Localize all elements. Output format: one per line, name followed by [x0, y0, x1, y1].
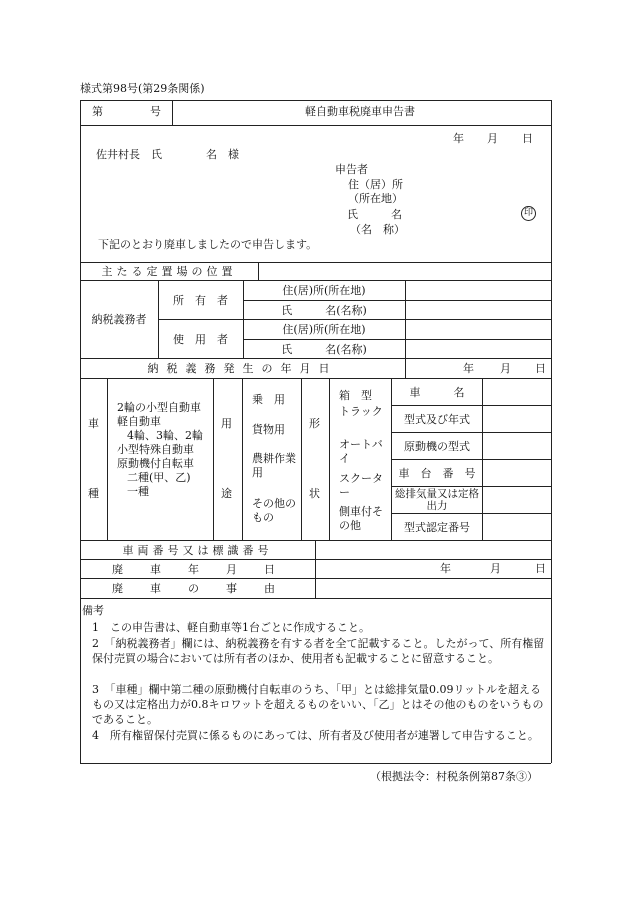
category-option[interactable]: 小型特殊自動車	[117, 443, 194, 456]
user-name-label: 氏 名(名称)	[281, 342, 367, 356]
date-month-label: 月	[487, 132, 498, 145]
scrap-date-year: 年	[440, 562, 451, 575]
engine-model-field[interactable]	[484, 433, 549, 458]
spec-label: 原動機の型式	[404, 439, 470, 453]
chassis-number-field[interactable]	[484, 460, 549, 485]
user-address-field[interactable]	[407, 320, 549, 338]
category-label-top: 車	[88, 417, 99, 430]
category-option[interactable]: 軽自動車	[117, 415, 161, 428]
location-label: 主たる定置場の位置	[101, 265, 237, 278]
displacement-field[interactable]	[484, 487, 549, 512]
use-label-bottom: 途	[221, 487, 232, 500]
date-year-label: 年	[453, 132, 464, 145]
owner-name-field[interactable]	[407, 301, 549, 318]
scrap-date-day: 日	[535, 562, 546, 575]
applicant-header: 申告者	[335, 163, 368, 176]
form-title: 軽自動車税廃車申告書	[305, 105, 415, 118]
shape-option[interactable]: 箱 型	[339, 389, 372, 402]
category-option[interactable]: 4輪、3輪、2輪	[127, 429, 203, 442]
type-approval-field[interactable]	[484, 514, 549, 539]
user-name-field[interactable]	[407, 340, 549, 357]
category-label-bottom: 種	[88, 487, 99, 500]
scrap-reason-label: 廃 車 の 事 由	[112, 582, 283, 595]
owner-label: 所 有 者	[173, 293, 228, 307]
addressee: 佐井村長 氏 名 様	[96, 148, 239, 161]
note-item: 1 この申告書は、軽自動車等1台ごとに作成すること。	[92, 621, 370, 634]
owner-name-label: 氏 名(名称)	[281, 303, 367, 317]
category-option[interactable]: 原動機付自転車	[117, 457, 194, 470]
use-option[interactable]: 農耕作業用	[252, 452, 296, 479]
note-item: 3 「車種」欄中第二種の原動機付自転車のうち、「甲」とは総排気量0.09リットルを超えるもの又は定格出力が0.8キロワットを超えるものをいい、「乙」とはその他のものをいうものであること。	[92, 683, 544, 726]
applicant-address-field[interactable]	[410, 176, 540, 204]
scrap-date-field[interactable]	[317, 560, 549, 577]
shape-label-bottom: 状	[309, 487, 320, 500]
category-option[interactable]: 2輪の小型自動車	[117, 401, 201, 414]
spec-label: 車 台 番 号	[398, 466, 476, 480]
owner-address-label: 住(居)所(所在地)	[282, 284, 366, 297]
spec-label: 型式認定番号	[404, 520, 470, 534]
statement: 下記のとおり廃車しましたので申告します。	[98, 238, 318, 251]
user-address-label: 住(居)所(所在地)	[282, 323, 366, 336]
category-option[interactable]: 二種(甲、乙)	[127, 471, 191, 484]
scrap-reason-field[interactable]	[317, 579, 549, 597]
user-label: 使 用 者	[173, 332, 228, 346]
shape-option[interactable]: 側車付その他	[339, 505, 383, 532]
notes-heading: 備考	[82, 604, 104, 617]
taxpayer-label: 納税義務者	[91, 313, 147, 326]
spec-label: 車 名	[409, 385, 465, 399]
tax-date-field[interactable]	[407, 359, 549, 377]
category-options	[117, 401, 211, 499]
scrap-date-month: 月	[490, 562, 501, 575]
number-dai: 第	[92, 105, 103, 118]
use-option[interactable]: 乗 用	[252, 393, 285, 406]
scrap-date-label: 廃 車 年 月 日	[112, 562, 283, 576]
plate-label: 車両番号又は標識番号	[122, 543, 273, 557]
applicant-address-sub: （所在地）	[348, 192, 403, 205]
use-option[interactable]: 貨物用	[252, 423, 285, 436]
shape-option[interactable]: トラック	[339, 405, 383, 418]
note-item: 4 所有権留保付売買に係るものにあっては、所有者及び使用者が連署して申告すること。	[92, 729, 539, 742]
application-number-field[interactable]	[104, 103, 146, 123]
note-item: 2 「納税義務者」欄には、納税義務を有する者を全て記載すること。したがって、所有権留保付売買の場合においては所有者のほか、使用者も記載することに留意すること。	[92, 637, 545, 665]
applicant-name-sub: （名 称）	[350, 223, 405, 236]
applicant-name-field[interactable]	[410, 206, 510, 234]
date-day-label: 日	[522, 132, 533, 145]
applicant-name-label: 氏 名	[347, 208, 402, 221]
spec-label: 型式及び年式	[404, 412, 470, 426]
seal-mark-icon: 印	[521, 206, 536, 221]
tax-date-year: 年	[463, 362, 474, 375]
location-field[interactable]	[260, 263, 549, 279]
shape-option[interactable]: スクーター	[339, 472, 383, 499]
plate-field[interactable]	[317, 541, 549, 558]
number-gou: 号	[150, 105, 161, 118]
legal-basis: （根拠法令：村税条例第87条③）	[370, 770, 538, 783]
model-year-field[interactable]	[484, 406, 549, 431]
tax-date-label: 納税義務発生の年月日	[147, 362, 338, 375]
applicant-address-label: 住（居）所	[348, 178, 403, 191]
use-label-top: 用	[221, 417, 232, 430]
shape-label-top: 形	[309, 417, 320, 430]
category-option[interactable]: 一種	[127, 485, 149, 498]
shape-option[interactable]: オートバイ	[339, 438, 383, 465]
form-label: 様式第98号(第29条関係)	[80, 82, 205, 95]
owner-address-field[interactable]	[407, 281, 549, 299]
spec-label: 総排気量又は定格出力	[395, 487, 479, 512]
vehicle-name-field[interactable]	[484, 379, 549, 404]
tax-date-day: 日	[535, 362, 546, 375]
use-option[interactable]: その他のもの	[252, 497, 296, 524]
tax-date-month: 月	[500, 362, 511, 375]
